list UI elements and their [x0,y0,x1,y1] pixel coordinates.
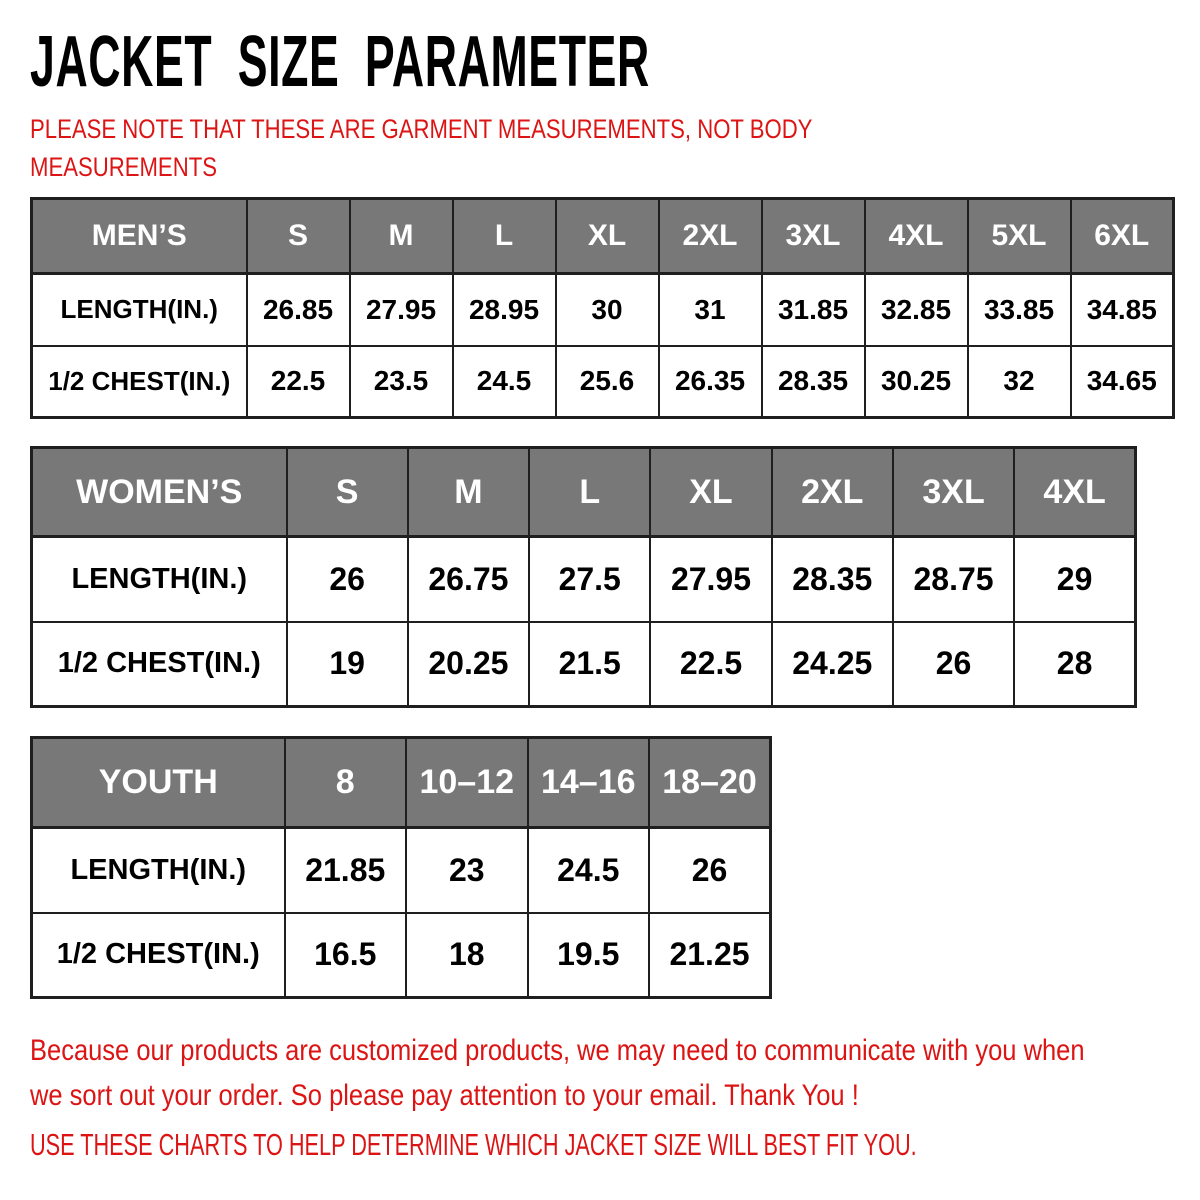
womens-size-table [30,446,1137,708]
header-cell: XL [650,448,771,537]
value-cell: 26.75 [408,537,529,622]
header-cell: 6XL [1071,199,1174,274]
value-cell: 28.95 [453,274,556,346]
header-cell: 14–16 [528,738,650,828]
row-label-cell: LENGTH(IN.) [32,274,247,346]
value-cell: 26 [287,537,408,622]
value-cell: 23.5 [350,346,453,418]
chart-usage-note: USE THESE CHARTS TO HELP DETERMINE WHICH JACKET SIZE WILL BEST FIT YOU. [30,1127,917,1162]
value-cell: 28.75 [893,537,1014,622]
value-cell: 28.35 [762,346,865,418]
table-row [32,828,771,913]
header-cell: M [408,448,529,537]
value-cell: 25.6 [556,346,659,418]
header-cell: 2XL [772,448,893,537]
header-cell: L [529,448,650,537]
value-cell: 32 [968,346,1071,418]
value-cell: 30 [556,274,659,346]
value-cell: 34.85 [1071,274,1174,346]
header-cell: 10–12 [406,738,528,828]
value-cell: 24.25 [772,622,893,707]
value-cell: 21.25 [649,913,771,998]
table-row [32,346,1174,418]
value-cell: 27.95 [650,537,771,622]
value-cell: 19.5 [528,913,650,998]
value-cell: 21.85 [285,828,407,913]
value-cell: 28.35 [772,537,893,622]
value-cell: 26 [893,622,1014,707]
value-cell: 21.5 [529,622,650,707]
value-cell: 22.5 [247,346,350,418]
value-cell: 27.95 [350,274,453,346]
value-cell: 16.5 [285,913,407,998]
row-label-cell: 1/2 CHEST(IN.) [32,913,285,998]
youth-table [30,736,772,999]
value-cell: 19 [287,622,408,707]
header-cell: L [453,199,556,274]
header-row [32,738,771,828]
value-cell: 29 [1014,537,1135,622]
value-cell: 23 [406,828,528,913]
header-cell: MEN’S [32,199,247,274]
customization-email-note: Because our products are customized products, we may need to communicate with you when we sort out your order. So please pay attention to your email. Thank You ! [30,1034,1085,1112]
garment-measurement-note: PLEASE NOTE THAT THESE ARE GARMENT MEASUREMENTS, NOT BODY MEASUREMENTS [30,114,813,183]
header-cell: M [350,199,453,274]
header-row [32,448,1136,537]
header-cell: 8 [285,738,407,828]
value-cell: 33.85 [968,274,1071,346]
value-cell: 31.85 [762,274,865,346]
table-row [32,537,1136,622]
womens-table [30,446,1137,708]
value-cell: 26.35 [659,346,762,418]
header-cell: 2XL [659,199,762,274]
header-row [32,199,1174,274]
header-cell: S [247,199,350,274]
header-cell: 4XL [865,199,968,274]
header-cell: YOUTH [32,738,285,828]
value-cell: 31 [659,274,762,346]
header-cell: 3XL [893,448,1014,537]
value-cell: 26.85 [247,274,350,346]
page-title: JACKET SIZE PARAMETER [30,22,650,102]
mens-table [30,197,1175,419]
row-label-cell: 1/2 CHEST(IN.) [32,622,287,707]
header-cell: WOMEN’S [32,448,287,537]
table-row [32,622,1136,707]
value-cell: 24.5 [528,828,650,913]
value-cell: 26 [649,828,771,913]
value-cell: 18 [406,913,528,998]
row-label-cell: LENGTH(IN.) [32,537,287,622]
header-cell: XL [556,199,659,274]
value-cell: 20.25 [408,622,529,707]
row-label-cell: 1/2 CHEST(IN.) [32,346,247,418]
value-cell: 22.5 [650,622,771,707]
header-cell: 5XL [968,199,1071,274]
value-cell: 28 [1014,622,1135,707]
value-cell: 24.5 [453,346,556,418]
youth-size-table [30,736,772,999]
table-row [32,274,1174,346]
header-cell: 4XL [1014,448,1135,537]
header-cell: 18–20 [649,738,771,828]
row-label-cell: LENGTH(IN.) [32,828,285,913]
value-cell: 27.5 [529,537,650,622]
table-row [32,913,771,998]
value-cell: 34.65 [1071,346,1174,418]
value-cell: 30.25 [865,346,968,418]
header-cell: S [287,448,408,537]
value-cell: 32.85 [865,274,968,346]
mens-size-table [30,197,1175,419]
header-cell: 3XL [762,199,865,274]
